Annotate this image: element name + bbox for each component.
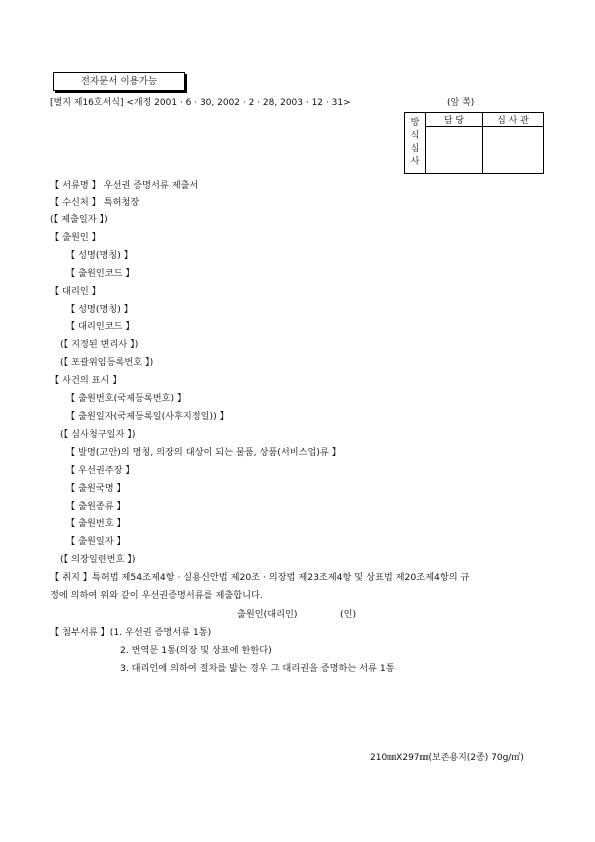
application-date-2-line: 【 출원일자 】 [66,536,126,547]
doc-name-line: 【 서류명 】 우선권 증명서류 제출서 [50,180,199,191]
application-number-line: 【 출원번호(국제등록번호) 】 [66,393,187,404]
paper-spec-footer: 210㎜X297㎜(보존용지(2종) 70g/㎡) [370,753,524,763]
applicant-line: 【 출원인 】 [50,232,101,243]
agent-name-line: 【 성명(명칭) 】 [66,304,133,315]
submit-date-line: (【 제출일자 】) [50,214,108,225]
patent-attorney-line: (【 지정된 변리사 】) [60,339,139,350]
side-char: 방 [410,118,420,128]
attachment-item-1: 1. 우선권 증명서류 1통) [113,627,212,638]
seal-label: (인) [340,609,357,620]
in-charge-cell[interactable] [426,127,483,174]
col-in-charge: 담 당 [426,113,483,127]
examiner-cell[interactable] [483,127,544,174]
electronic-doc-badge: 전자문서 이용가능 [53,72,185,91]
design-serial-line: (【 의장일련번호 】) [60,554,136,565]
signature-label: 출원인(대리인) [237,609,298,620]
priority-claim-line: 【 우선권주장 】 [66,465,135,476]
application-date-line: 【 출원일자(국제등록일(사후지정일)) 】 [66,411,229,422]
attachment-item-2: 2. 번역문 1통(의장 및 상표에 한한다) [120,645,272,656]
recipient-line: 【 수신처 】 특허청장 [50,197,140,208]
country-line: 【 출원국명 】 [66,483,126,494]
purpose-line-2: 정에 의하여 위와 같이 우선권증명서류를 제출합니다. [50,590,263,601]
agent-line: 【 대리인 】 [50,286,101,297]
case-display-line: 【 사건의 표시 】 [50,375,122,386]
front-side-label: (앞 쪽) [447,98,475,108]
application-no-line: 【 출원번호 】 [66,518,126,529]
general-power-line: (【 포괄위임등록번호 】) [60,357,154,368]
side-char: 심 [410,144,420,154]
attachments-open-paren: ( [109,627,114,638]
application-type-line: 【 출원종류 】 [66,501,126,512]
attachment-item-3: 3. 대리인에 의하여 절차를 밟는 경우 그 대리권을 증명하는 서류 1통 [120,663,395,674]
applicant-name-line: 【 성명(명칭) 】 [66,250,133,261]
review-side-label [405,113,426,174]
side-char: 사 [410,157,420,167]
form-header: [별지 제16호서식] <개정 2001 · 6 · 30, 2002 · 2 · 28, 2003 · 12 · 31> [50,98,351,108]
col-examiner: 심 사 관 [483,113,544,127]
side-char: 식 [410,131,420,141]
purpose-line-1: 【 취지 】특허법 제54조제4항 · 실용신안법 제20조 · 의장법 제23조제4항 및 상표법 제20조제4항의 규 [50,572,470,583]
attachments-title: 【 첨부서류 】 [50,627,110,638]
attachments-label [50,627,211,639]
agent-code-line: 【 대리인코드 】 [66,321,135,332]
applicant-code-line: 【 출원인코드 】 [66,268,135,279]
invention-title-line: 【 발명(고안)의 명칭, 의장의 대상이 되는 물품, 상품(서비스업)류 】 [66,447,341,458]
review-table [404,112,544,174]
exam-request-date-line: (【 심사청구일자 】) [60,429,136,440]
